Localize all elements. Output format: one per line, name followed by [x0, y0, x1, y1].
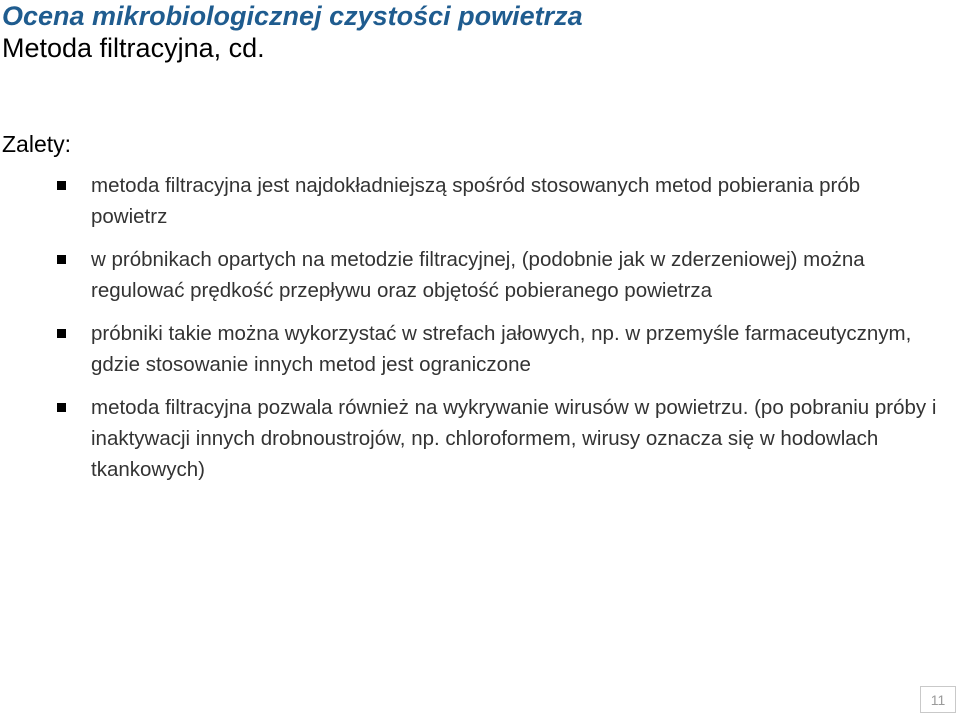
- list-item-text: metoda filtracyjna pozwala również na wykrywanie wirusów w powietrzu. (po pobraniu próby i inaktywacji innych drobnoustrojów, np. chloroformem, wirusy oznacza się w hodowlach tkankowych): [91, 396, 937, 481]
- list-item-text: metoda filtracyjna jest najdokładniejszą spośród stosowanych metod pobierania prób powietrz: [91, 174, 861, 228]
- list-item-text: próbniki takie można wykorzystać w strefach jałowych, np. w przemyśle farmaceutycznym, gdzie stosowanie innych metod jest ograniczone: [91, 322, 912, 376]
- page-number: 11: [930, 692, 946, 708]
- square-bullet-icon: [57, 255, 66, 264]
- list-item: [0, 170, 959, 232]
- advantages-list: [0, 170, 959, 497]
- square-bullet-icon: [57, 403, 66, 412]
- square-bullet-icon: [57, 181, 66, 190]
- list-item: [0, 392, 959, 485]
- slide-title: Ocena mikrobiologicznej czystości powietrza: [2, 1, 583, 31]
- list-item: [0, 318, 959, 380]
- list-item: [0, 244, 959, 306]
- list-item-text: w próbnikach opartych na metodzie filtracyjnej, (podobnie jak w zderzeniowej) można regulować prędkość przepływu oraz objętość pobieranego powietrza: [91, 248, 865, 302]
- square-bullet-icon: [57, 329, 66, 338]
- slide-subtitle: Metoda filtracyjna, cd.: [2, 33, 265, 63]
- section-label-advantages: Zalety:: [2, 131, 72, 157]
